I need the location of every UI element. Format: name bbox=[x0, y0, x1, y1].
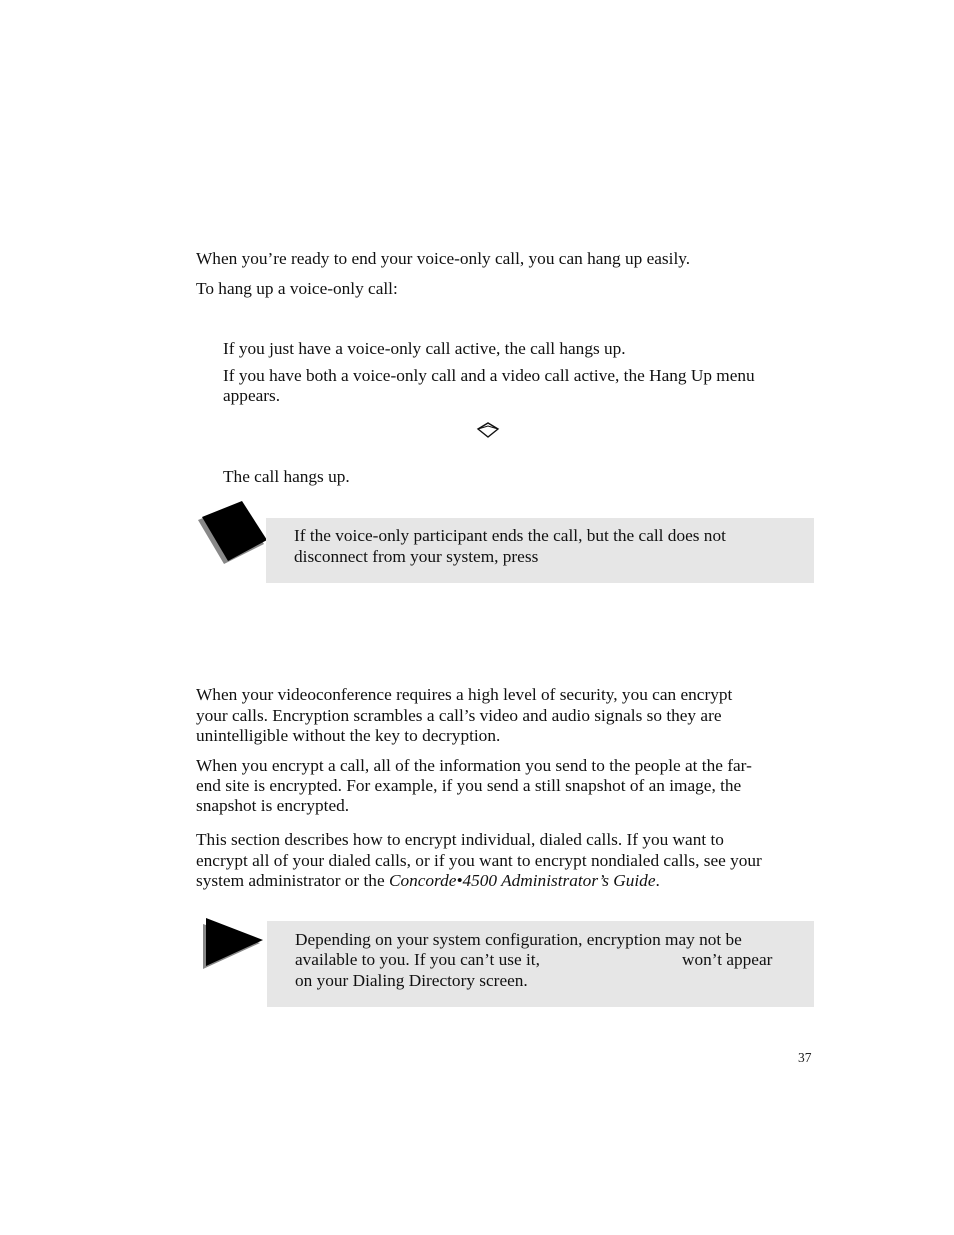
encrypt-p2-line1: When you encrypt a call, all of the information you send to the people at the far- bbox=[196, 756, 752, 775]
hangup-result-final: The call hangs up. bbox=[223, 467, 350, 486]
hangup-result-both-line2: appears. bbox=[223, 386, 281, 405]
encrypt-p3-line3 bbox=[196, 871, 660, 892]
tip-box bbox=[267, 921, 814, 1007]
note-line2: disconnect from your system, press bbox=[294, 547, 539, 566]
admin-guide-title: Concorde•4500 Administrator’s Guide bbox=[388, 871, 656, 890]
encrypt-p3-line3-post: . bbox=[655, 871, 660, 890]
tip-line2-pre: available to you. If you can’t use it, bbox=[295, 950, 540, 969]
encrypt-p2-line3: snapshot is encrypted. bbox=[196, 796, 350, 815]
hangup-intro: When you’re ready to end your voice-only call, you can hang up easily. bbox=[196, 249, 691, 268]
tip-line2-post: won’t appear bbox=[682, 950, 773, 969]
encrypt-p2-line2: end site is encrypted. For example, if you send a still snapshot of an image, the bbox=[196, 776, 742, 795]
page-number: 37 bbox=[798, 1050, 812, 1065]
arrow-pointer-icon bbox=[200, 914, 266, 972]
tip-line1: Depending on your system configuration, encryption may not be bbox=[295, 930, 742, 949]
note-line1: If the voice-only participant ends the call, but the call does not bbox=[294, 526, 726, 545]
hangup-lead: To hang up a voice-only call: bbox=[196, 279, 398, 298]
hangup-result-both-line1: If you have both a voice-only call and a video call active, the Hang Up menu bbox=[223, 366, 755, 385]
hangup-result-single: If you just have a voice-only call active, the call hangs up. bbox=[223, 339, 626, 358]
encrypt-p3-line3-pre: system administrator or the bbox=[196, 871, 389, 890]
tip-line3: on your Dialing Directory screen. bbox=[295, 971, 528, 990]
encrypt-p1-line3: unintelligible without the key to decryption. bbox=[196, 726, 501, 745]
encrypt-p1-line1: When your videoconference requires a high level of security, you can encrypt bbox=[196, 685, 733, 704]
note-box bbox=[266, 518, 814, 583]
select-diamond-icon bbox=[476, 420, 500, 440]
encrypt-p1-line2: your calls. Encryption scrambles a call’s video and audio signals so they are bbox=[196, 706, 722, 725]
encrypt-p3-line1: This section describes how to encrypt individual, dialed calls. If you want to bbox=[196, 830, 724, 849]
note-diamond-icon bbox=[194, 498, 270, 568]
encrypt-p3-line2: encrypt all of your dialed calls, or if you want to encrypt nondialed calls, see your bbox=[196, 851, 762, 870]
